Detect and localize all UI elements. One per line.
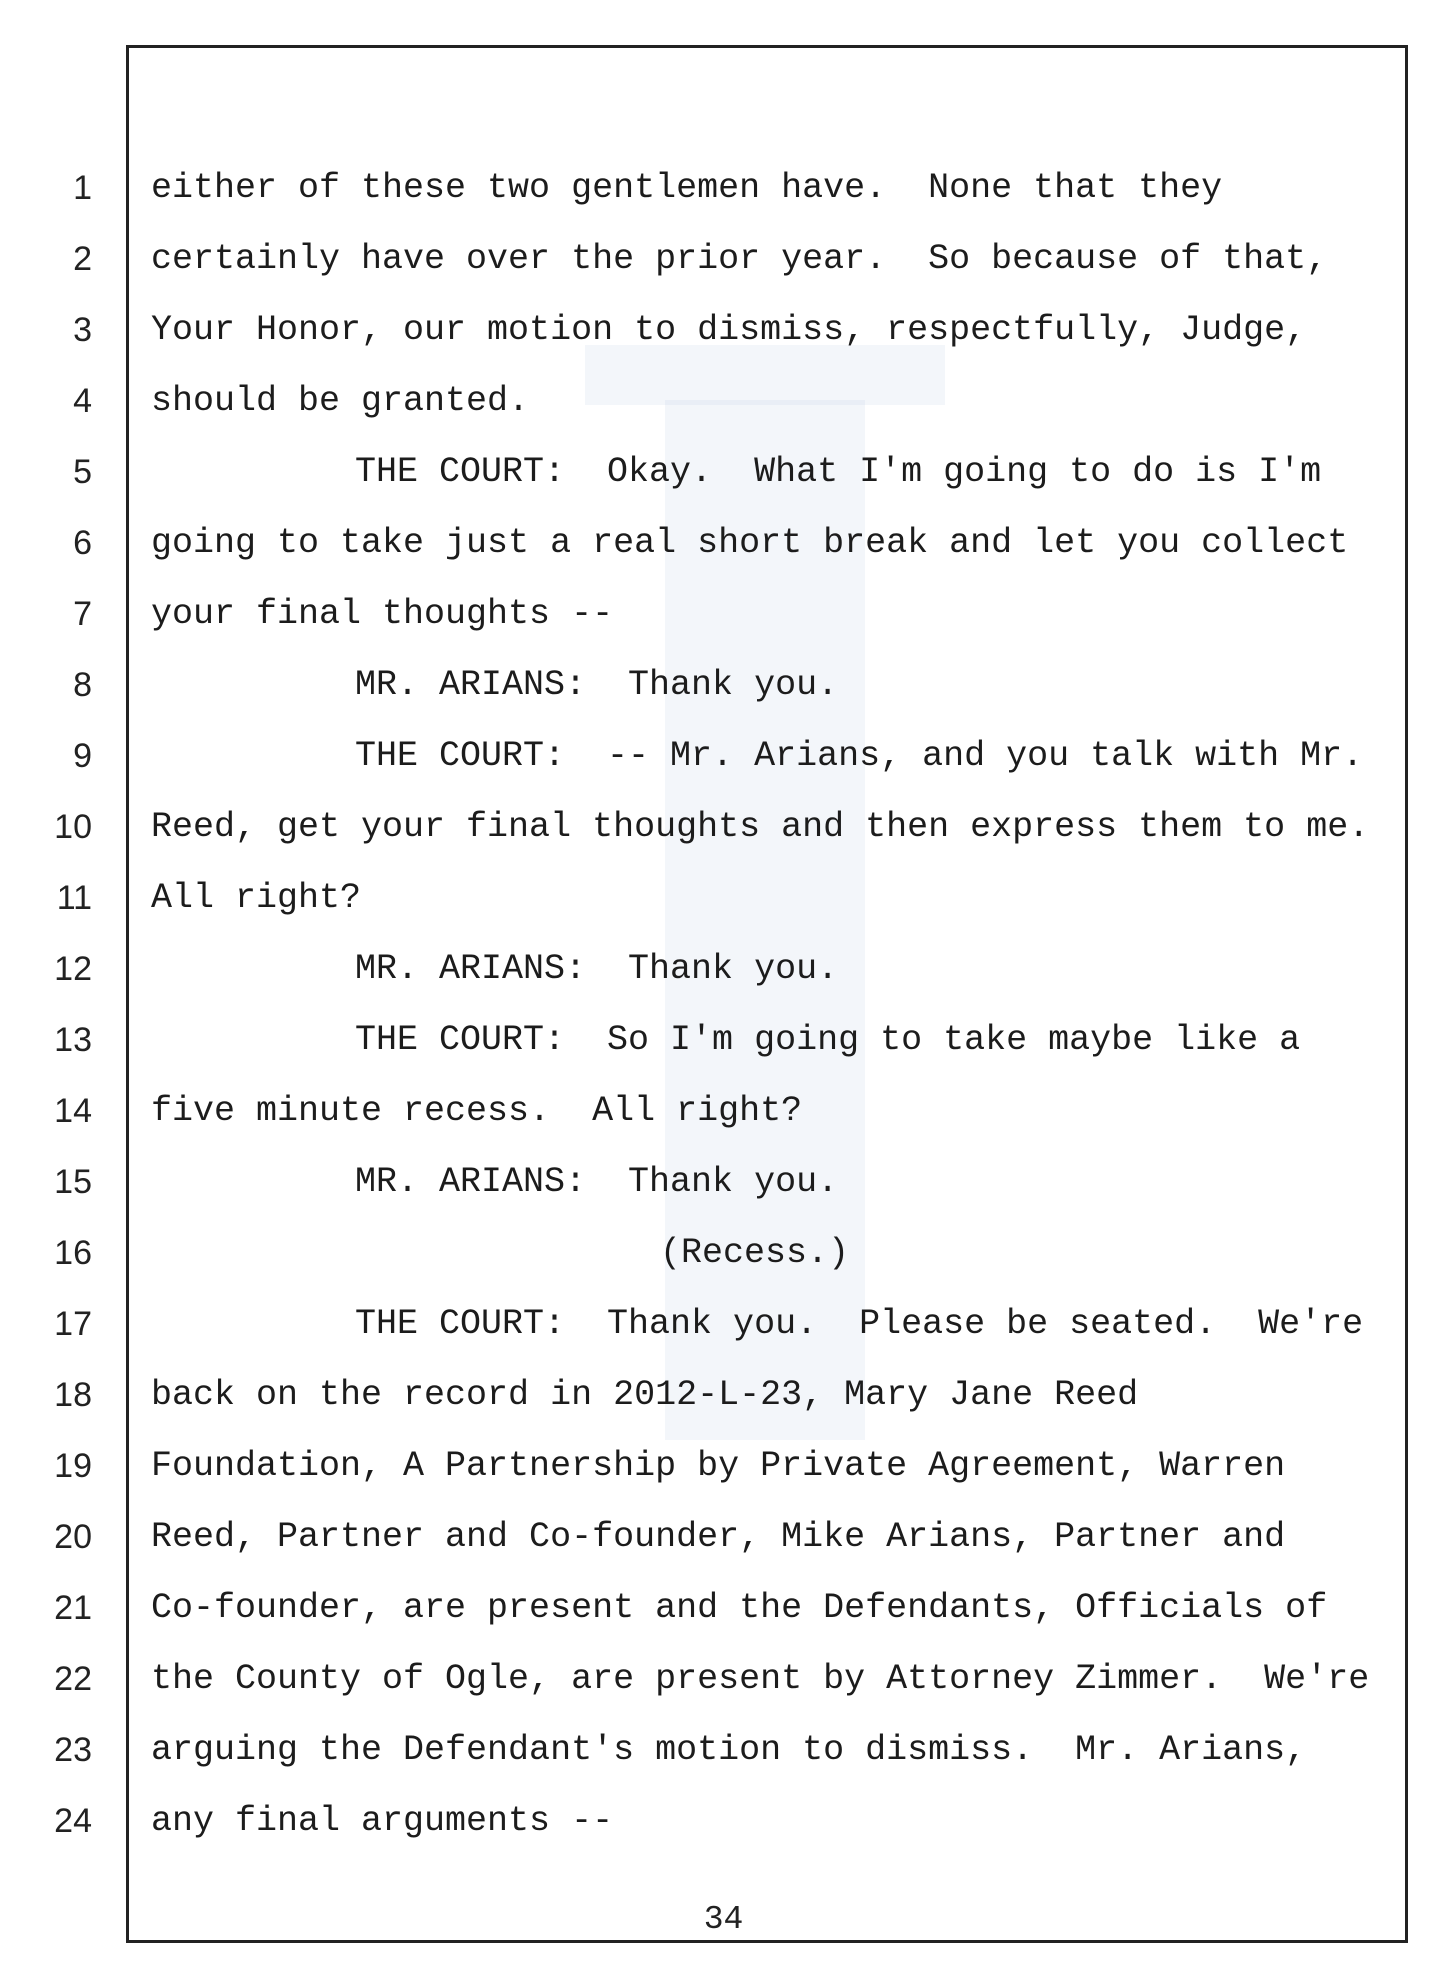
transcript-line: THE COURT: -- Mr. Arians, and you talk with Mr. — [355, 736, 1364, 776]
transcript-line: back on the record in 2012-L-23, Mary Jane Reed — [151, 1375, 1139, 1415]
transcript-line: any final arguments -- — [151, 1801, 614, 1841]
transcript-line: All right? — [151, 878, 362, 918]
transcript-line: MR. ARIANS: Thank you. — [355, 1162, 839, 1202]
line-number: 14 — [54, 1092, 92, 1130]
line-number: 18 — [54, 1376, 92, 1414]
page-number: 34 — [703, 1901, 744, 1938]
line-number: 2 — [73, 240, 92, 278]
line-number: 1 — [73, 169, 92, 207]
line-number: 20 — [54, 1518, 92, 1556]
line-number: 21 — [54, 1589, 92, 1627]
transcript-line: the County of Ogle, are present by Attorney Zimmer. We're — [151, 1659, 1370, 1699]
line-number: 15 — [54, 1163, 92, 1201]
line-number: 4 — [73, 382, 92, 420]
line-number: 24 — [54, 1802, 92, 1840]
line-number: 10 — [54, 808, 92, 846]
line-number: 13 — [54, 1021, 92, 1059]
line-number: 17 — [54, 1305, 92, 1343]
line-number: 3 — [73, 311, 92, 349]
transcript-line: Co-founder, are present and the Defendants, Officials of — [151, 1588, 1328, 1628]
line-number: 23 — [54, 1731, 92, 1769]
transcript-line: either of these two gentlemen have. None that they — [151, 168, 1223, 208]
transcript-line: MR. ARIANS: Thank you. — [355, 665, 839, 705]
line-number: 19 — [54, 1447, 92, 1485]
transcript-line: THE COURT: So I'm going to take maybe like a — [355, 1020, 1301, 1060]
line-number: 9 — [73, 737, 92, 775]
transcript-line: should be granted. — [151, 381, 530, 421]
transcript-line: THE COURT: Thank you. Please be seated. We're — [355, 1304, 1364, 1344]
transcript-line: your final thoughts -- — [151, 594, 614, 634]
transcript-line: certainly have over the prior year. So because of that, — [151, 239, 1328, 279]
line-number: 7 — [73, 595, 92, 633]
transcript-line: (Recess.) — [660, 1233, 850, 1273]
transcript-line: Reed, get your final thoughts and then express them to me. — [151, 807, 1370, 847]
transcript-line: MR. ARIANS: Thank you. — [355, 949, 839, 989]
line-number: 6 — [73, 524, 92, 562]
transcript-line: Your Honor, our motion to dismiss, respectfully, Judge, — [151, 310, 1307, 350]
line-number: 22 — [54, 1660, 92, 1698]
line-number: 11 — [56, 879, 92, 917]
line-number: 16 — [54, 1234, 92, 1272]
transcript-line: Reed, Partner and Co-founder, Mike Arians, Partner and — [151, 1517, 1286, 1557]
line-number: 5 — [73, 453, 92, 491]
transcript-line: five minute recess. All right? — [151, 1091, 803, 1131]
transcript-line: going to take just a real short break and let you collect — [151, 523, 1349, 563]
transcript-line: Foundation, A Partnership by Private Agreement, Warren — [151, 1446, 1286, 1486]
line-number: 8 — [73, 666, 92, 704]
line-number: 12 — [54, 950, 92, 988]
transcript-line: arguing the Defendant's motion to dismiss. Mr. Arians, — [151, 1730, 1307, 1770]
transcript-line: THE COURT: Okay. What I'm going to do is I'm — [355, 452, 1322, 492]
